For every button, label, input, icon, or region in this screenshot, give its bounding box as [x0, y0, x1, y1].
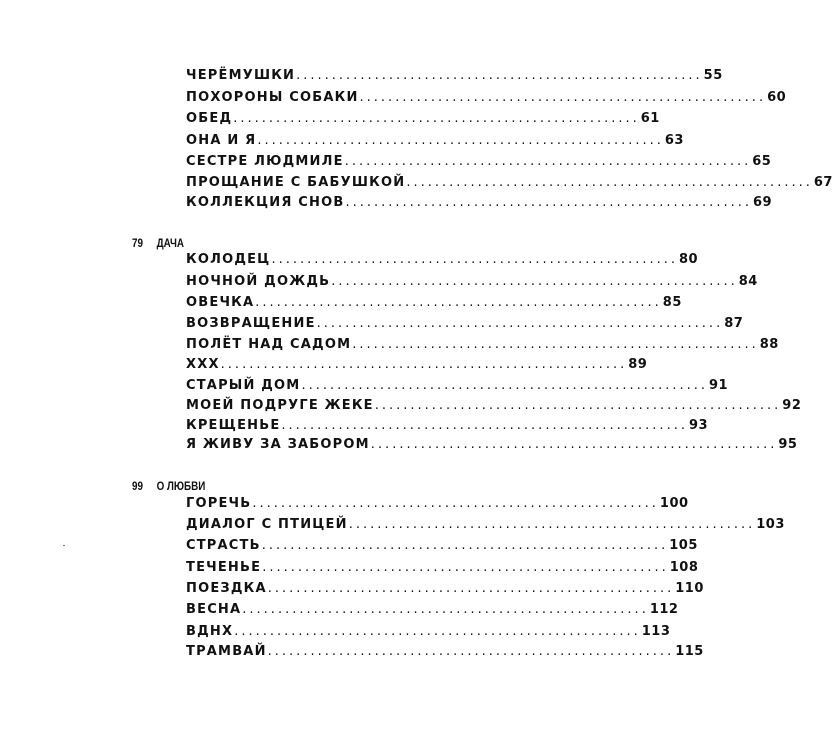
dot-leader: ......................................................... [242, 602, 649, 617]
section-heading [132, 235, 184, 251]
toc-entry-page: 100 [659, 496, 689, 511]
toc-entry [186, 581, 704, 597]
toc-entry [186, 316, 744, 332]
dot-leader: ......................................................... [271, 252, 678, 267]
dot-leader: ......................................................... [261, 538, 669, 553]
print-speck [63, 545, 65, 546]
toc-entry [186, 378, 729, 394]
toc-entry [186, 337, 779, 353]
toc-entry [186, 295, 682, 311]
toc-entry-page: 67 [813, 175, 833, 190]
toc-entry [186, 175, 833, 191]
toc-entry-title: ОНА И Я [186, 133, 257, 148]
toc-entry [186, 68, 723, 84]
toc-entry [186, 133, 684, 149]
toc-entry [186, 437, 798, 453]
toc-entry-title: Я ЖИВУ ЗА ЗАБОРОМ [186, 437, 370, 452]
toc-entry [186, 398, 802, 414]
toc-entry-title: ВДНХ [186, 624, 234, 639]
toc-entry-title: ЧЕРЁМУШКИ [186, 68, 296, 83]
toc-entry-title: ВОЗВРАЩЕНИЕ [186, 316, 316, 331]
toc-entry-page: 55 [703, 68, 723, 83]
toc-entry [186, 517, 785, 533]
toc-entry-page: 89 [628, 357, 648, 372]
toc-entry-title: ВЕСНА [186, 602, 242, 617]
toc-entry-title: ТЕЧЕНЬЕ [186, 560, 262, 575]
dot-leader: ......................................................... [352, 337, 759, 352]
toc-entry [186, 90, 787, 106]
toc-entry-page: 88 [759, 337, 779, 352]
toc-entry-page: 103 [756, 517, 785, 532]
toc-entry-page: 80 [679, 252, 699, 267]
toc-entry-title: ТРАМВАЙ [186, 644, 267, 659]
dot-leader: ......................................................... [406, 175, 813, 190]
toc-entry-page: 87 [724, 316, 744, 331]
dot-leader: ......................................................... [281, 418, 688, 433]
toc-entry-title: ДИАЛОГ С ПТИЦЕЙ [186, 517, 348, 532]
section-heading [132, 478, 205, 494]
dot-leader: ......................................................... [296, 68, 703, 83]
toc-entry-page: 69 [752, 195, 773, 210]
toc-entry-page: 60 [767, 90, 787, 105]
toc-entry [186, 195, 773, 211]
section-page-number: 99 [132, 479, 143, 493]
dot-leader: ......................................................... [234, 624, 641, 639]
dot-leader: ......................................................... [252, 496, 659, 511]
toc-entry-page: 65 [752, 154, 772, 169]
toc-entry [186, 154, 772, 170]
toc-entry-page: 91 [709, 378, 729, 393]
toc-entry-page: 113 [641, 624, 671, 639]
toc-entry [186, 274, 758, 290]
toc-entry-page: 63 [664, 133, 684, 148]
toc-entry [186, 538, 698, 554]
section-title: О ЛЮБВИ [156, 479, 206, 493]
toc-entry-page: 61 [640, 111, 660, 126]
toc-entry-title: ОБЕД [186, 111, 233, 126]
section-page-number: 79 [132, 236, 143, 250]
dot-leader: ......................................................... [348, 517, 756, 532]
toc-entry [186, 357, 648, 373]
dot-leader: ......................................................... [267, 644, 675, 659]
toc-entry-title: СТАРЫЙ ДОМ [186, 378, 301, 393]
dot-leader: ......................................................... [220, 357, 628, 372]
toc-entry-title: ПОХОРОНЫ СОБАКИ [186, 90, 359, 105]
toc-entry-title: КОЛЛЕКЦИЯ СНОВ [186, 195, 345, 210]
dot-leader: ......................................................... [316, 316, 724, 331]
toc-entry [186, 560, 699, 576]
dot-leader: ......................................................... [255, 295, 662, 310]
toc-entry [186, 418, 709, 434]
dot-leader: ......................................................... [345, 195, 752, 210]
toc-entry [186, 111, 660, 127]
toc-entry-title: ГОРЕЧЬ [186, 496, 252, 511]
toc-entry-page: 85 [662, 295, 682, 310]
dot-leader: ......................................................... [359, 90, 767, 105]
toc-entry [186, 252, 699, 268]
dot-leader: ......................................................... [257, 133, 664, 148]
toc-entry-title: ОВЕЧКА [186, 295, 255, 310]
dot-leader: ......................................................... [267, 581, 675, 596]
toc-entry-title: ПОЕЗДКА [186, 581, 267, 596]
toc-entry-page: 95 [778, 437, 798, 452]
dot-leader: ......................................................... [370, 437, 778, 452]
toc-entry-title: ПРОЩАНИЕ С БАБУШКОЙ [186, 175, 406, 190]
toc-entry-title: НОЧНОЙ ДОЖДЬ [186, 274, 331, 289]
toc-entry-title: КРЕЩЕНЬЕ [186, 418, 281, 433]
dot-leader: ......................................................... [331, 274, 738, 289]
toc-entry [186, 496, 689, 512]
toc-entry-title: СЕСТРЕ ЛЮДМИЛЕ [186, 154, 344, 169]
toc-entry-page: 105 [669, 538, 698, 553]
toc-entry-title: МОЕЙ ПОДРУГЕ ЖЕКЕ [186, 398, 374, 413]
toc-entry-page: 93 [688, 418, 709, 433]
dot-leader: ......................................................... [374, 398, 782, 413]
toc-entry-title: СТРАСТЬ [186, 538, 261, 553]
dot-leader: ......................................................... [233, 111, 640, 126]
toc-entry-page: 92 [782, 398, 802, 413]
dot-leader: ......................................................... [301, 378, 708, 393]
toc-entry-page: 108 [669, 560, 699, 575]
toc-entry-page: 110 [675, 581, 704, 596]
toc-entry-page: 115 [675, 644, 704, 659]
toc-entry-title: XXX [186, 357, 220, 372]
dot-leader: ......................................................... [344, 154, 752, 169]
toc-entry [186, 644, 704, 660]
toc-entry-title: ПОЛЁТ НАД САДОМ [186, 337, 352, 352]
toc-entry-page: 84 [738, 274, 758, 289]
toc-entry-page: 112 [649, 602, 679, 617]
section-title: ДАЧА [156, 236, 184, 250]
dot-leader: ......................................................... [262, 560, 669, 575]
toc-entry [186, 602, 679, 618]
toc-entry [186, 624, 671, 640]
toc-entry-title: КОЛОДЕЦ [186, 252, 271, 267]
